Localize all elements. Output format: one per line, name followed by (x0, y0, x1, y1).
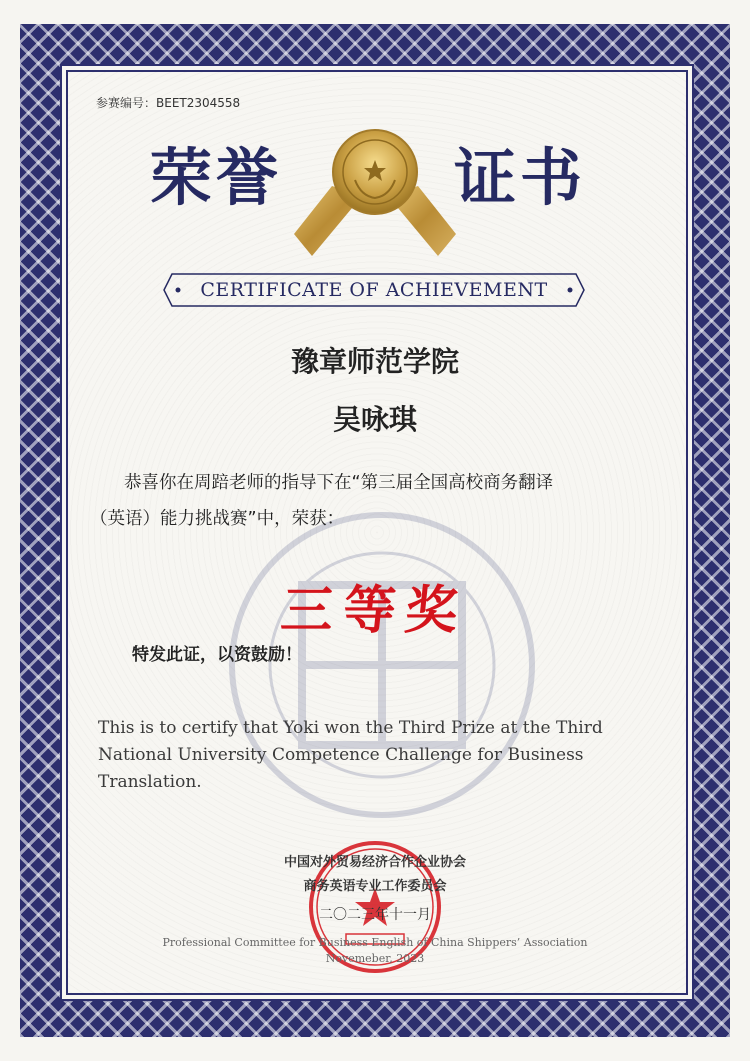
subtitle-banner (162, 270, 586, 310)
body-cn-line1: 恭喜你在周踣老师的指导下在“第三届全国高校商务翻译 (124, 473, 554, 493)
date-cn: 二〇二三年十一月 (319, 907, 431, 923)
prize-title: 三等奖 (278, 580, 471, 641)
recipient-name: 吴咏琪 (332, 403, 417, 436)
date-en: Novemeber, 2023 (325, 952, 425, 965)
organization-en: Professional Committee for Business English of China Shippers’ Association (162, 936, 588, 949)
body-chinese (90, 465, 670, 537)
issue-statement: 特发此证，以资鼓励！ (132, 645, 302, 665)
subtitle-text: CERTIFICATE OF ACHIEVEMENT (200, 279, 548, 301)
title-certificate: 证书 (454, 141, 587, 214)
organization-cn: 中国对外贸易经济合作企业协会 (283, 855, 466, 870)
school-name: 豫章师范学院 (290, 345, 459, 378)
body-cn-line2: （英语）能力挑战赛”中，荣获： (90, 509, 345, 529)
gold-medal-icon (272, 126, 478, 266)
body-english: This is to certify that Yoki won the Third Prize at the Third National University Competence Challenge for Business Translation. (98, 718, 603, 792)
title-honor: 荣誉 (150, 141, 283, 214)
serial-number: 参赛编号：BEET2304558 (96, 96, 241, 110)
committee-cn: 商务英语专业工作委员会 (303, 879, 447, 894)
